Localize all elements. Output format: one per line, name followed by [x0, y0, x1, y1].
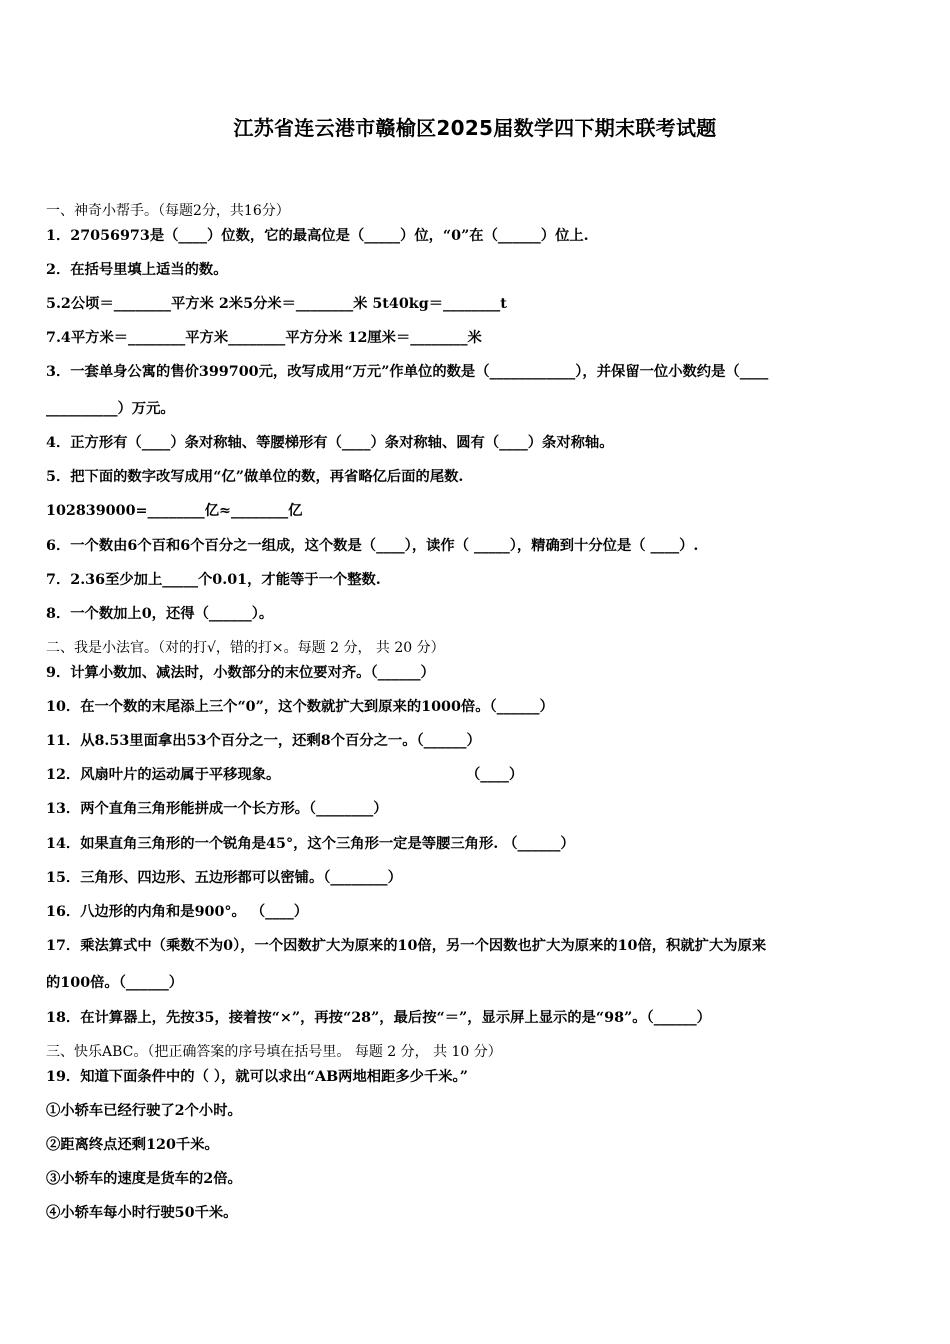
- question-6: 6．一个数由6个百和6个百分之一组成，这个数是（____），读作（ _____），精确到十分位是（ ____）.: [46, 538, 699, 554]
- page-title: 江苏省连云港市赣榆区2025届数学四下期末联考试题: [233, 116, 717, 140]
- option-2: ②距离终点还剩120千米。: [46, 1137, 219, 1153]
- option-3: ③小轿车的速度是货车的2倍。: [46, 1171, 242, 1187]
- question-7: 7．2.36至少加上_____个0.01，才能等于一个整数.: [46, 572, 381, 588]
- question-15: 15．三角形、四边形、五边形都可以密铺。（________）: [46, 870, 402, 886]
- question-13: 13．两个直角三角形能拼成一个长方形。（________）: [46, 801, 388, 817]
- question-2: 2．在括号里填上适当的数。: [46, 262, 228, 278]
- question-11: 11．从8.53里面拿出53个百分之一，还剩8个百分之一。（______）: [46, 733, 481, 749]
- section-3-heading: 三、快乐ABC。（把正确答案的序号填在括号里。 每题 2 分， 共 10 分）: [46, 1044, 502, 1060]
- question-5-line: 102839000=________亿≈________亿: [46, 503, 303, 519]
- question-3-line-1: 3．一套单身公寓的售价399700元，改写成用“万元”作单位的数是（____________），并保留一位小数约是（____: [46, 364, 769, 380]
- question-9: 9．计算小数加、减法时，小数部分的末位要对齐。（______）: [46, 665, 435, 681]
- question-18: 18．在计算器上，先按35，接着按“×”，再按“28”，最后按“＝”，显示屏上显示的是“98”。（______）: [46, 1010, 711, 1026]
- option-1: ①小轿车已经行驶了2个小时。: [46, 1103, 242, 1119]
- section-2-heading: 二、我是小法官。（对的打√，错的打×。每题 2 分， 共 20 分）: [46, 640, 445, 656]
- question-2-line-1: 5.2公顷＝________平方米 2米5分米＝________米 5t40kg＝________t: [46, 296, 507, 312]
- question-8: 8．一个数加上0，还得（______）。: [46, 606, 274, 622]
- question-1: 1．27056973是（____）位数，它的最高位是（_____）位，“0”在（______）位上.: [46, 228, 589, 244]
- question-19: 19．知道下面条件中的（ ），就可以求出“AB两地相距多少千米。”: [46, 1069, 468, 1085]
- question-12-answer-blank: （____）: [466, 767, 524, 783]
- option-4: ④小轿车每小时行驶50千米。: [46, 1205, 238, 1221]
- section-1-heading: 一、神奇小帮手。（每题2分，共16分）: [46, 203, 290, 219]
- question-3-line-2: __________）万元。: [46, 401, 175, 417]
- question-14: 14．如果直角三角形的一个锐角是45°，这个三角形一定是等腰三角形. （______）: [46, 836, 575, 852]
- question-2-line-2: 7.4平方米＝________平方米________平方分米 12厘米＝________米: [46, 330, 482, 346]
- question-17-line-2: 的100倍。（______）: [46, 975, 184, 991]
- question-5: 5．把下面的数字改写成用“亿”做单位的数，再省略亿后面的尾数.: [46, 469, 464, 485]
- question-16: 16．八边形的内角和是900°。 （____）: [46, 904, 309, 920]
- question-4: 4．正方形有（____）条对称轴、等腰梯形有（____）条对称轴、圆有（____）条对称轴。: [46, 435, 614, 451]
- question-12: 12．风扇叶片的运动属于平移现象。: [46, 767, 281, 783]
- question-10: 10．在一个数的末尾添上三个“0”，这个数就扩大到原来的1000倍。（______）: [46, 699, 554, 715]
- question-17-line-1: 17．乘法算式中（乘数不为0），一个因数扩大为原来的10倍，另一个因数也扩大为原来的10倍，积就扩大为原来: [46, 938, 767, 954]
